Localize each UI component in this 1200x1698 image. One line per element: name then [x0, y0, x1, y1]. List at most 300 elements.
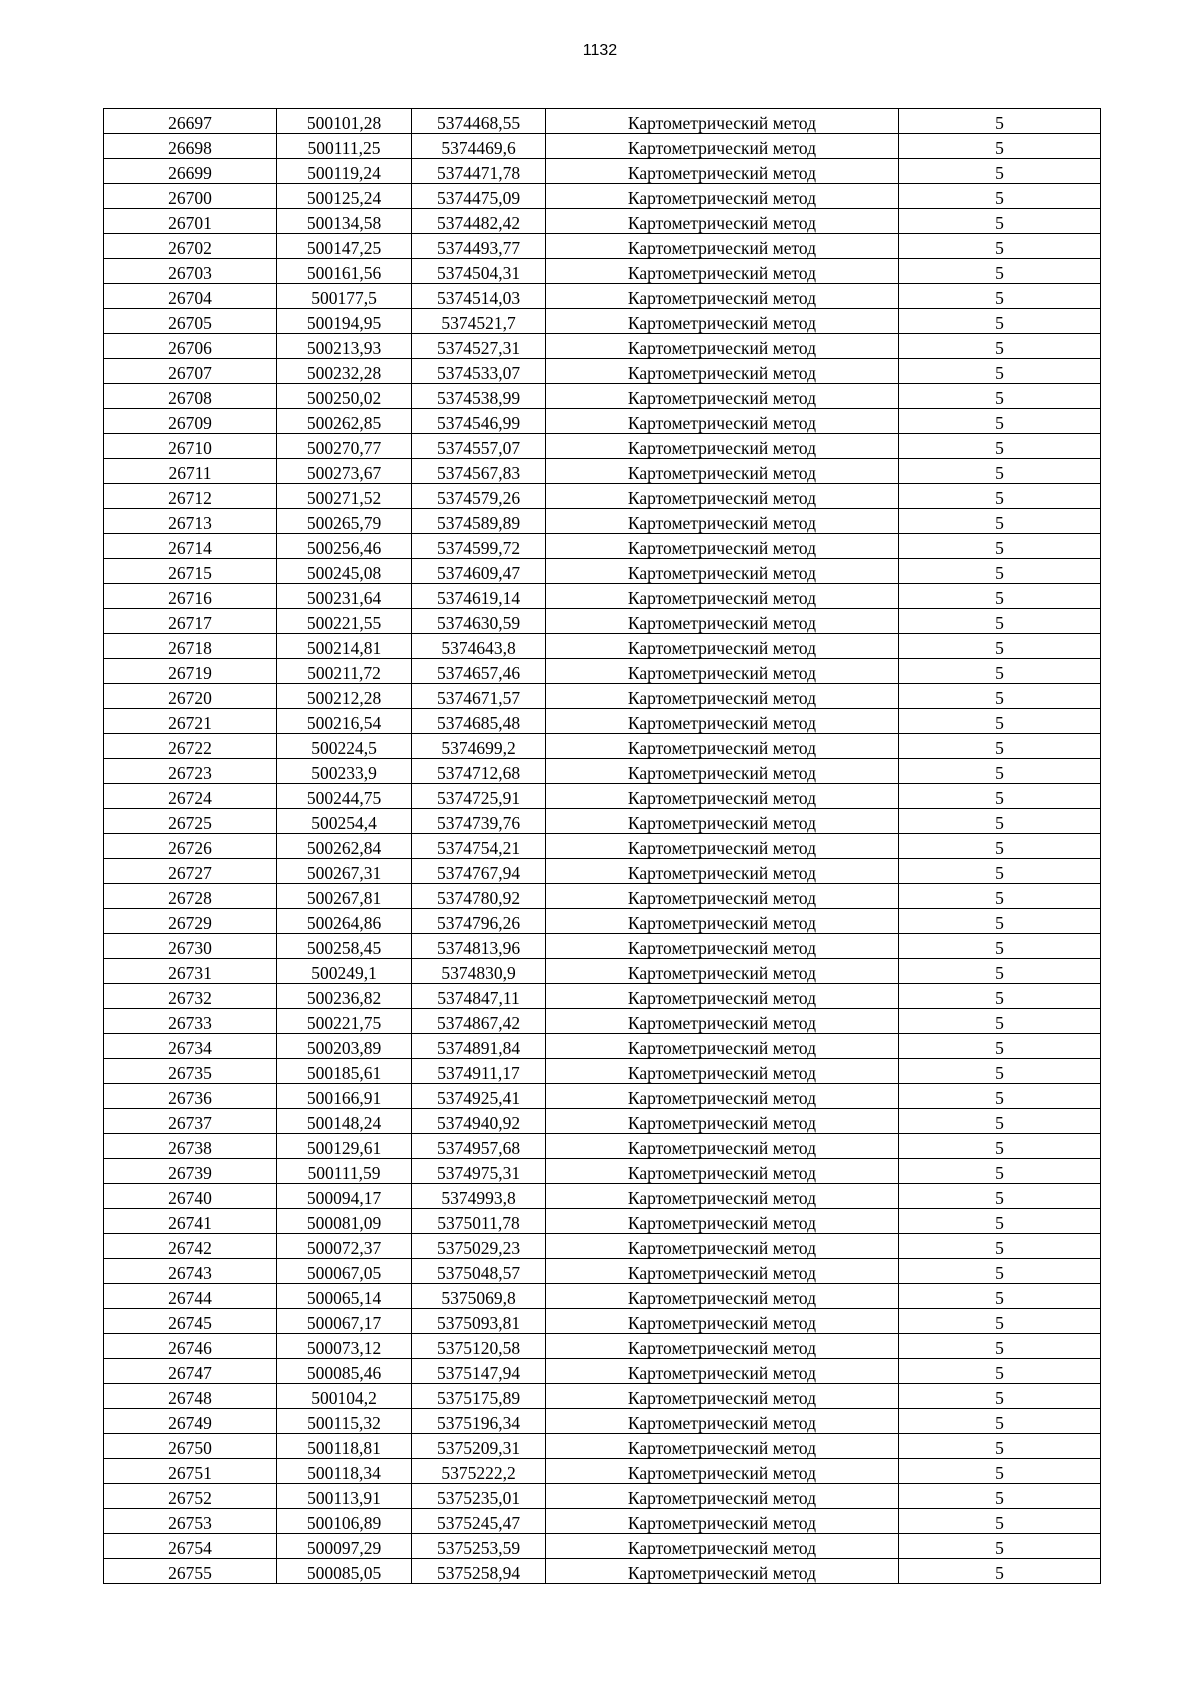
accuracy-cell: 5 [899, 1184, 1101, 1209]
method-cell: Картометрический метод [546, 259, 899, 284]
x-coordinate-cell: 500233,9 [277, 759, 412, 784]
y-coordinate-cell: 5374538,99 [412, 384, 546, 409]
method-cell: Картометрический метод [546, 159, 899, 184]
point-number-cell: 26718 [104, 634, 277, 659]
x-coordinate-cell: 500113,91 [277, 1484, 412, 1509]
point-number-cell: 26701 [104, 209, 277, 234]
point-number-cell: 26704 [104, 284, 277, 309]
x-coordinate-cell: 500244,75 [277, 784, 412, 809]
method-cell: Картометрический метод [546, 1059, 899, 1084]
table-row [104, 434, 1101, 459]
accuracy-cell: 5 [899, 1334, 1101, 1359]
point-number-cell: 26714 [104, 534, 277, 559]
y-coordinate-cell: 5375258,94 [412, 1559, 546, 1584]
y-coordinate-cell: 5374699,2 [412, 734, 546, 759]
point-number-cell: 26730 [104, 934, 277, 959]
y-coordinate-cell: 5374847,11 [412, 984, 546, 1009]
method-cell: Картометрический метод [546, 484, 899, 509]
method-cell: Картометрический метод [546, 1509, 899, 1534]
method-cell: Картометрический метод [546, 1309, 899, 1334]
x-coordinate-cell: 500067,05 [277, 1259, 412, 1284]
accuracy-cell: 5 [899, 559, 1101, 584]
y-coordinate-cell: 5374468,55 [412, 109, 546, 134]
accuracy-cell: 5 [899, 1559, 1101, 1584]
table-row [104, 1309, 1101, 1334]
point-number-cell: 26754 [104, 1534, 277, 1559]
accuracy-cell: 5 [899, 909, 1101, 934]
method-cell: Картометрический метод [546, 684, 899, 709]
table-row [104, 934, 1101, 959]
accuracy-cell: 5 [899, 659, 1101, 684]
y-coordinate-cell: 5374754,21 [412, 834, 546, 859]
x-coordinate-cell: 500085,05 [277, 1559, 412, 1584]
accuracy-cell: 5 [899, 234, 1101, 259]
accuracy-cell: 5 [899, 1134, 1101, 1159]
x-coordinate-cell: 500245,08 [277, 559, 412, 584]
y-coordinate-cell: 5374867,42 [412, 1009, 546, 1034]
method-cell: Картометрический метод [546, 634, 899, 659]
point-number-cell: 26744 [104, 1284, 277, 1309]
x-coordinate-cell: 500216,54 [277, 709, 412, 734]
method-cell: Картометрический метод [546, 1209, 899, 1234]
point-number-cell: 26705 [104, 309, 277, 334]
table-row [104, 409, 1101, 434]
x-coordinate-cell: 500111,59 [277, 1159, 412, 1184]
table-row [104, 1059, 1101, 1084]
accuracy-cell: 5 [899, 334, 1101, 359]
point-number-cell: 26732 [104, 984, 277, 1009]
accuracy-cell: 5 [899, 709, 1101, 734]
y-coordinate-cell: 5374475,09 [412, 184, 546, 209]
method-cell: Картометрический метод [546, 984, 899, 1009]
x-coordinate-cell: 500250,02 [277, 384, 412, 409]
table-row [104, 109, 1101, 134]
x-coordinate-cell: 500211,72 [277, 659, 412, 684]
x-coordinate-cell: 500094,17 [277, 1184, 412, 1209]
accuracy-cell: 5 [899, 1034, 1101, 1059]
x-coordinate-cell: 500067,17 [277, 1309, 412, 1334]
x-coordinate-cell: 500236,82 [277, 984, 412, 1009]
method-cell: Картометрический метод [546, 309, 899, 334]
accuracy-cell: 5 [899, 959, 1101, 984]
table-row [104, 559, 1101, 584]
y-coordinate-cell: 5374685,48 [412, 709, 546, 734]
method-cell: Картометрический метод [546, 334, 899, 359]
accuracy-cell: 5 [899, 1384, 1101, 1409]
accuracy-cell: 5 [899, 784, 1101, 809]
y-coordinate-cell: 5374527,31 [412, 334, 546, 359]
accuracy-cell: 5 [899, 109, 1101, 134]
x-coordinate-cell: 500073,12 [277, 1334, 412, 1359]
x-coordinate-cell: 500111,25 [277, 134, 412, 159]
point-number-cell: 26739 [104, 1159, 277, 1184]
point-number-cell: 26748 [104, 1384, 277, 1409]
y-coordinate-cell: 5374482,42 [412, 209, 546, 234]
point-number-cell: 26735 [104, 1059, 277, 1084]
table-row [104, 1459, 1101, 1484]
table-row [104, 684, 1101, 709]
x-coordinate-cell: 500081,09 [277, 1209, 412, 1234]
y-coordinate-cell: 5375222,2 [412, 1459, 546, 1484]
method-cell: Картометрический метод [546, 559, 899, 584]
point-number-cell: 26719 [104, 659, 277, 684]
x-coordinate-cell: 500134,58 [277, 209, 412, 234]
point-number-cell: 26709 [104, 409, 277, 434]
y-coordinate-cell: 5375253,59 [412, 1534, 546, 1559]
y-coordinate-cell: 5374796,26 [412, 909, 546, 934]
table-row [104, 259, 1101, 284]
point-number-cell: 26699 [104, 159, 277, 184]
y-coordinate-cell: 5374712,68 [412, 759, 546, 784]
table-row [104, 1334, 1101, 1359]
point-number-cell: 26723 [104, 759, 277, 784]
point-number-cell: 26720 [104, 684, 277, 709]
x-coordinate-cell: 500262,85 [277, 409, 412, 434]
table-row [104, 734, 1101, 759]
accuracy-cell: 5 [899, 1159, 1101, 1184]
accuracy-cell: 5 [899, 934, 1101, 959]
x-coordinate-cell: 500267,31 [277, 859, 412, 884]
accuracy-cell: 5 [899, 609, 1101, 634]
table-row [104, 584, 1101, 609]
method-cell: Картометрический метод [546, 609, 899, 634]
y-coordinate-cell: 5374546,99 [412, 409, 546, 434]
accuracy-cell: 5 [899, 809, 1101, 834]
y-coordinate-cell: 5374567,83 [412, 459, 546, 484]
accuracy-cell: 5 [899, 1234, 1101, 1259]
table-row [104, 784, 1101, 809]
point-number-cell: 26726 [104, 834, 277, 859]
y-coordinate-cell: 5374830,9 [412, 959, 546, 984]
table-row [104, 284, 1101, 309]
table-row [104, 134, 1101, 159]
table-row [104, 1134, 1101, 1159]
x-coordinate-cell: 500256,46 [277, 534, 412, 559]
method-cell: Картометрический метод [546, 759, 899, 784]
method-cell: Картометрический метод [546, 284, 899, 309]
point-number-cell: 26708 [104, 384, 277, 409]
accuracy-cell: 5 [899, 509, 1101, 534]
table-row [104, 184, 1101, 209]
y-coordinate-cell: 5375069,8 [412, 1284, 546, 1309]
y-coordinate-cell: 5375196,34 [412, 1409, 546, 1434]
x-coordinate-cell: 500232,28 [277, 359, 412, 384]
point-number-cell: 26743 [104, 1259, 277, 1284]
method-cell: Картометрический метод [546, 884, 899, 909]
accuracy-cell: 5 [899, 184, 1101, 209]
point-number-cell: 26740 [104, 1184, 277, 1209]
point-number-cell: 26722 [104, 734, 277, 759]
accuracy-cell: 5 [899, 584, 1101, 609]
x-coordinate-cell: 500129,61 [277, 1134, 412, 1159]
table-row [104, 359, 1101, 384]
x-coordinate-cell: 500265,79 [277, 509, 412, 534]
accuracy-cell: 5 [899, 1259, 1101, 1284]
x-coordinate-cell: 500118,81 [277, 1434, 412, 1459]
accuracy-cell: 5 [899, 209, 1101, 234]
point-number-cell: 26750 [104, 1434, 277, 1459]
method-cell: Картометрический метод [546, 959, 899, 984]
y-coordinate-cell: 5375120,58 [412, 1334, 546, 1359]
method-cell: Картометрический метод [546, 734, 899, 759]
coordinates-table [103, 108, 1101, 1584]
point-number-cell: 26727 [104, 859, 277, 884]
table-row [104, 1484, 1101, 1509]
accuracy-cell: 5 [899, 884, 1101, 909]
method-cell: Картометрический метод [546, 459, 899, 484]
y-coordinate-cell: 5374993,8 [412, 1184, 546, 1209]
method-cell: Картометрический метод [546, 1409, 899, 1434]
point-number-cell: 26741 [104, 1209, 277, 1234]
accuracy-cell: 5 [899, 284, 1101, 309]
accuracy-cell: 5 [899, 759, 1101, 784]
x-coordinate-cell: 500177,5 [277, 284, 412, 309]
method-cell: Картометрический метод [546, 1559, 899, 1584]
accuracy-cell: 5 [899, 1084, 1101, 1109]
point-number-cell: 26715 [104, 559, 277, 584]
x-coordinate-cell: 500101,28 [277, 109, 412, 134]
point-number-cell: 26755 [104, 1559, 277, 1584]
x-coordinate-cell: 500185,61 [277, 1059, 412, 1084]
table-row [104, 1184, 1101, 1209]
method-cell: Картометрический метод [546, 434, 899, 459]
table-row [104, 159, 1101, 184]
method-cell: Картометрический метод [546, 934, 899, 959]
accuracy-cell: 5 [899, 1059, 1101, 1084]
x-coordinate-cell: 500085,46 [277, 1359, 412, 1384]
accuracy-cell: 5 [899, 1309, 1101, 1334]
table-row [104, 759, 1101, 784]
point-number-cell: 26736 [104, 1084, 277, 1109]
y-coordinate-cell: 5374911,17 [412, 1059, 546, 1084]
method-cell: Картометрический метод [546, 1184, 899, 1209]
table-row [104, 909, 1101, 934]
accuracy-cell: 5 [899, 134, 1101, 159]
table-row [104, 1434, 1101, 1459]
point-number-cell: 26724 [104, 784, 277, 809]
method-cell: Картометрический метод [546, 1109, 899, 1134]
table-row [104, 1409, 1101, 1434]
point-number-cell: 26717 [104, 609, 277, 634]
y-coordinate-cell: 5374671,57 [412, 684, 546, 709]
method-cell: Картометрический метод [546, 859, 899, 884]
point-number-cell: 26751 [104, 1459, 277, 1484]
x-coordinate-cell: 500213,93 [277, 334, 412, 359]
x-coordinate-cell: 500254,4 [277, 809, 412, 834]
x-coordinate-cell: 500104,2 [277, 1384, 412, 1409]
method-cell: Картометрический метод [546, 1009, 899, 1034]
method-cell: Картометрический метод [546, 1484, 899, 1509]
accuracy-cell: 5 [899, 1459, 1101, 1484]
method-cell: Картометрический метод [546, 234, 899, 259]
point-number-cell: 26731 [104, 959, 277, 984]
point-number-cell: 26721 [104, 709, 277, 734]
y-coordinate-cell: 5374589,89 [412, 509, 546, 534]
point-number-cell: 26713 [104, 509, 277, 534]
accuracy-cell: 5 [899, 1284, 1101, 1309]
y-coordinate-cell: 5375147,94 [412, 1359, 546, 1384]
point-number-cell: 26707 [104, 359, 277, 384]
table-row [104, 1559, 1101, 1584]
y-coordinate-cell: 5374657,46 [412, 659, 546, 684]
method-cell: Картометрический метод [546, 1459, 899, 1484]
x-coordinate-cell: 500106,89 [277, 1509, 412, 1534]
table-row [104, 609, 1101, 634]
page-number: 1132 [582, 42, 618, 59]
x-coordinate-cell: 500097,29 [277, 1534, 412, 1559]
x-coordinate-cell: 500271,52 [277, 484, 412, 509]
x-coordinate-cell: 500264,86 [277, 909, 412, 934]
accuracy-cell: 5 [899, 534, 1101, 559]
x-coordinate-cell: 500194,95 [277, 309, 412, 334]
accuracy-cell: 5 [899, 634, 1101, 659]
y-coordinate-cell: 5374619,14 [412, 584, 546, 609]
table-row [104, 1159, 1101, 1184]
method-cell: Картометрический метод [546, 209, 899, 234]
x-coordinate-cell: 500166,91 [277, 1084, 412, 1109]
y-coordinate-cell: 5374521,7 [412, 309, 546, 334]
accuracy-cell: 5 [899, 409, 1101, 434]
table-row [104, 959, 1101, 984]
method-cell: Картометрический метод [546, 1384, 899, 1409]
method-cell: Картометрический метод [546, 409, 899, 434]
table-row [104, 1234, 1101, 1259]
x-coordinate-cell: 500119,24 [277, 159, 412, 184]
table-row [104, 659, 1101, 684]
point-number-cell: 26703 [104, 259, 277, 284]
point-number-cell: 26712 [104, 484, 277, 509]
table-row [104, 209, 1101, 234]
method-cell: Картометрический метод [546, 1134, 899, 1159]
x-coordinate-cell: 500249,1 [277, 959, 412, 984]
y-coordinate-cell: 5375011,78 [412, 1209, 546, 1234]
accuracy-cell: 5 [899, 159, 1101, 184]
y-coordinate-cell: 5374609,47 [412, 559, 546, 584]
accuracy-cell: 5 [899, 259, 1101, 284]
table-row [104, 1009, 1101, 1034]
accuracy-cell: 5 [899, 834, 1101, 859]
table-row [104, 634, 1101, 659]
y-coordinate-cell: 5375245,47 [412, 1509, 546, 1534]
method-cell: Картометрический метод [546, 1159, 899, 1184]
x-coordinate-cell: 500221,75 [277, 1009, 412, 1034]
point-number-cell: 26746 [104, 1334, 277, 1359]
y-coordinate-cell: 5374725,91 [412, 784, 546, 809]
point-number-cell: 26745 [104, 1309, 277, 1334]
table-row [104, 1084, 1101, 1109]
method-cell: Картометрический метод [546, 1534, 899, 1559]
table-row [104, 234, 1101, 259]
accuracy-cell: 5 [899, 459, 1101, 484]
point-number-cell: 26711 [104, 459, 277, 484]
method-cell: Картометрический метод [546, 709, 899, 734]
method-cell: Картометрический метод [546, 809, 899, 834]
x-coordinate-cell: 500118,34 [277, 1459, 412, 1484]
method-cell: Картометрический метод [546, 659, 899, 684]
x-coordinate-cell: 500273,67 [277, 459, 412, 484]
table-row [104, 709, 1101, 734]
accuracy-cell: 5 [899, 1409, 1101, 1434]
y-coordinate-cell: 5374493,77 [412, 234, 546, 259]
table-row [104, 884, 1101, 909]
point-number-cell: 26697 [104, 109, 277, 134]
y-coordinate-cell: 5374533,07 [412, 359, 546, 384]
table-row [104, 309, 1101, 334]
y-coordinate-cell: 5374739,76 [412, 809, 546, 834]
y-coordinate-cell: 5374643,8 [412, 634, 546, 659]
x-coordinate-cell: 500267,81 [277, 884, 412, 909]
point-number-cell: 26738 [104, 1134, 277, 1159]
x-coordinate-cell: 500258,45 [277, 934, 412, 959]
point-number-cell: 26734 [104, 1034, 277, 1059]
y-coordinate-cell: 5375048,57 [412, 1259, 546, 1284]
point-number-cell: 26753 [104, 1509, 277, 1534]
table-row [104, 1284, 1101, 1309]
y-coordinate-cell: 5375235,01 [412, 1484, 546, 1509]
accuracy-cell: 5 [899, 384, 1101, 409]
x-coordinate-cell: 500072,37 [277, 1234, 412, 1259]
accuracy-cell: 5 [899, 1509, 1101, 1534]
accuracy-cell: 5 [899, 1434, 1101, 1459]
y-coordinate-cell: 5374514,03 [412, 284, 546, 309]
x-coordinate-cell: 500262,84 [277, 834, 412, 859]
table-row [104, 459, 1101, 484]
x-coordinate-cell: 500221,55 [277, 609, 412, 634]
y-coordinate-cell: 5374925,41 [412, 1084, 546, 1109]
table-row [104, 859, 1101, 884]
accuracy-cell: 5 [899, 484, 1101, 509]
accuracy-cell: 5 [899, 359, 1101, 384]
point-number-cell: 26698 [104, 134, 277, 159]
x-coordinate-cell: 500214,81 [277, 634, 412, 659]
method-cell: Картометрический метод [546, 1034, 899, 1059]
y-coordinate-cell: 5374557,07 [412, 434, 546, 459]
method-cell: Картометрический метод [546, 1359, 899, 1384]
table-row [104, 484, 1101, 509]
accuracy-cell: 5 [899, 1534, 1101, 1559]
method-cell: Картометрический метод [546, 784, 899, 809]
point-number-cell: 26702 [104, 234, 277, 259]
method-cell: Картометрический метод [546, 909, 899, 934]
table-row [104, 384, 1101, 409]
y-coordinate-cell: 5374504,31 [412, 259, 546, 284]
method-cell: Картометрический метод [546, 584, 899, 609]
point-number-cell: 26710 [104, 434, 277, 459]
accuracy-cell: 5 [899, 1009, 1101, 1034]
method-cell: Картометрический метод [546, 1334, 899, 1359]
table-row [104, 1534, 1101, 1559]
method-cell: Картометрический метод [546, 1284, 899, 1309]
x-coordinate-cell: 500161,56 [277, 259, 412, 284]
y-coordinate-cell: 5375093,81 [412, 1309, 546, 1334]
method-cell: Картометрический метод [546, 1434, 899, 1459]
table-row [104, 1359, 1101, 1384]
accuracy-cell: 5 [899, 1359, 1101, 1384]
y-coordinate-cell: 5374813,96 [412, 934, 546, 959]
x-coordinate-cell: 500203,89 [277, 1034, 412, 1059]
y-coordinate-cell: 5374940,92 [412, 1109, 546, 1134]
method-cell: Картометрический метод [546, 384, 899, 409]
coordinates-table-body [104, 109, 1101, 1584]
y-coordinate-cell: 5374767,94 [412, 859, 546, 884]
table-row [104, 809, 1101, 834]
accuracy-cell: 5 [899, 684, 1101, 709]
table-row [104, 1509, 1101, 1534]
table-row [104, 1209, 1101, 1234]
y-coordinate-cell: 5374975,31 [412, 1159, 546, 1184]
x-coordinate-cell: 500212,28 [277, 684, 412, 709]
y-coordinate-cell: 5374579,26 [412, 484, 546, 509]
